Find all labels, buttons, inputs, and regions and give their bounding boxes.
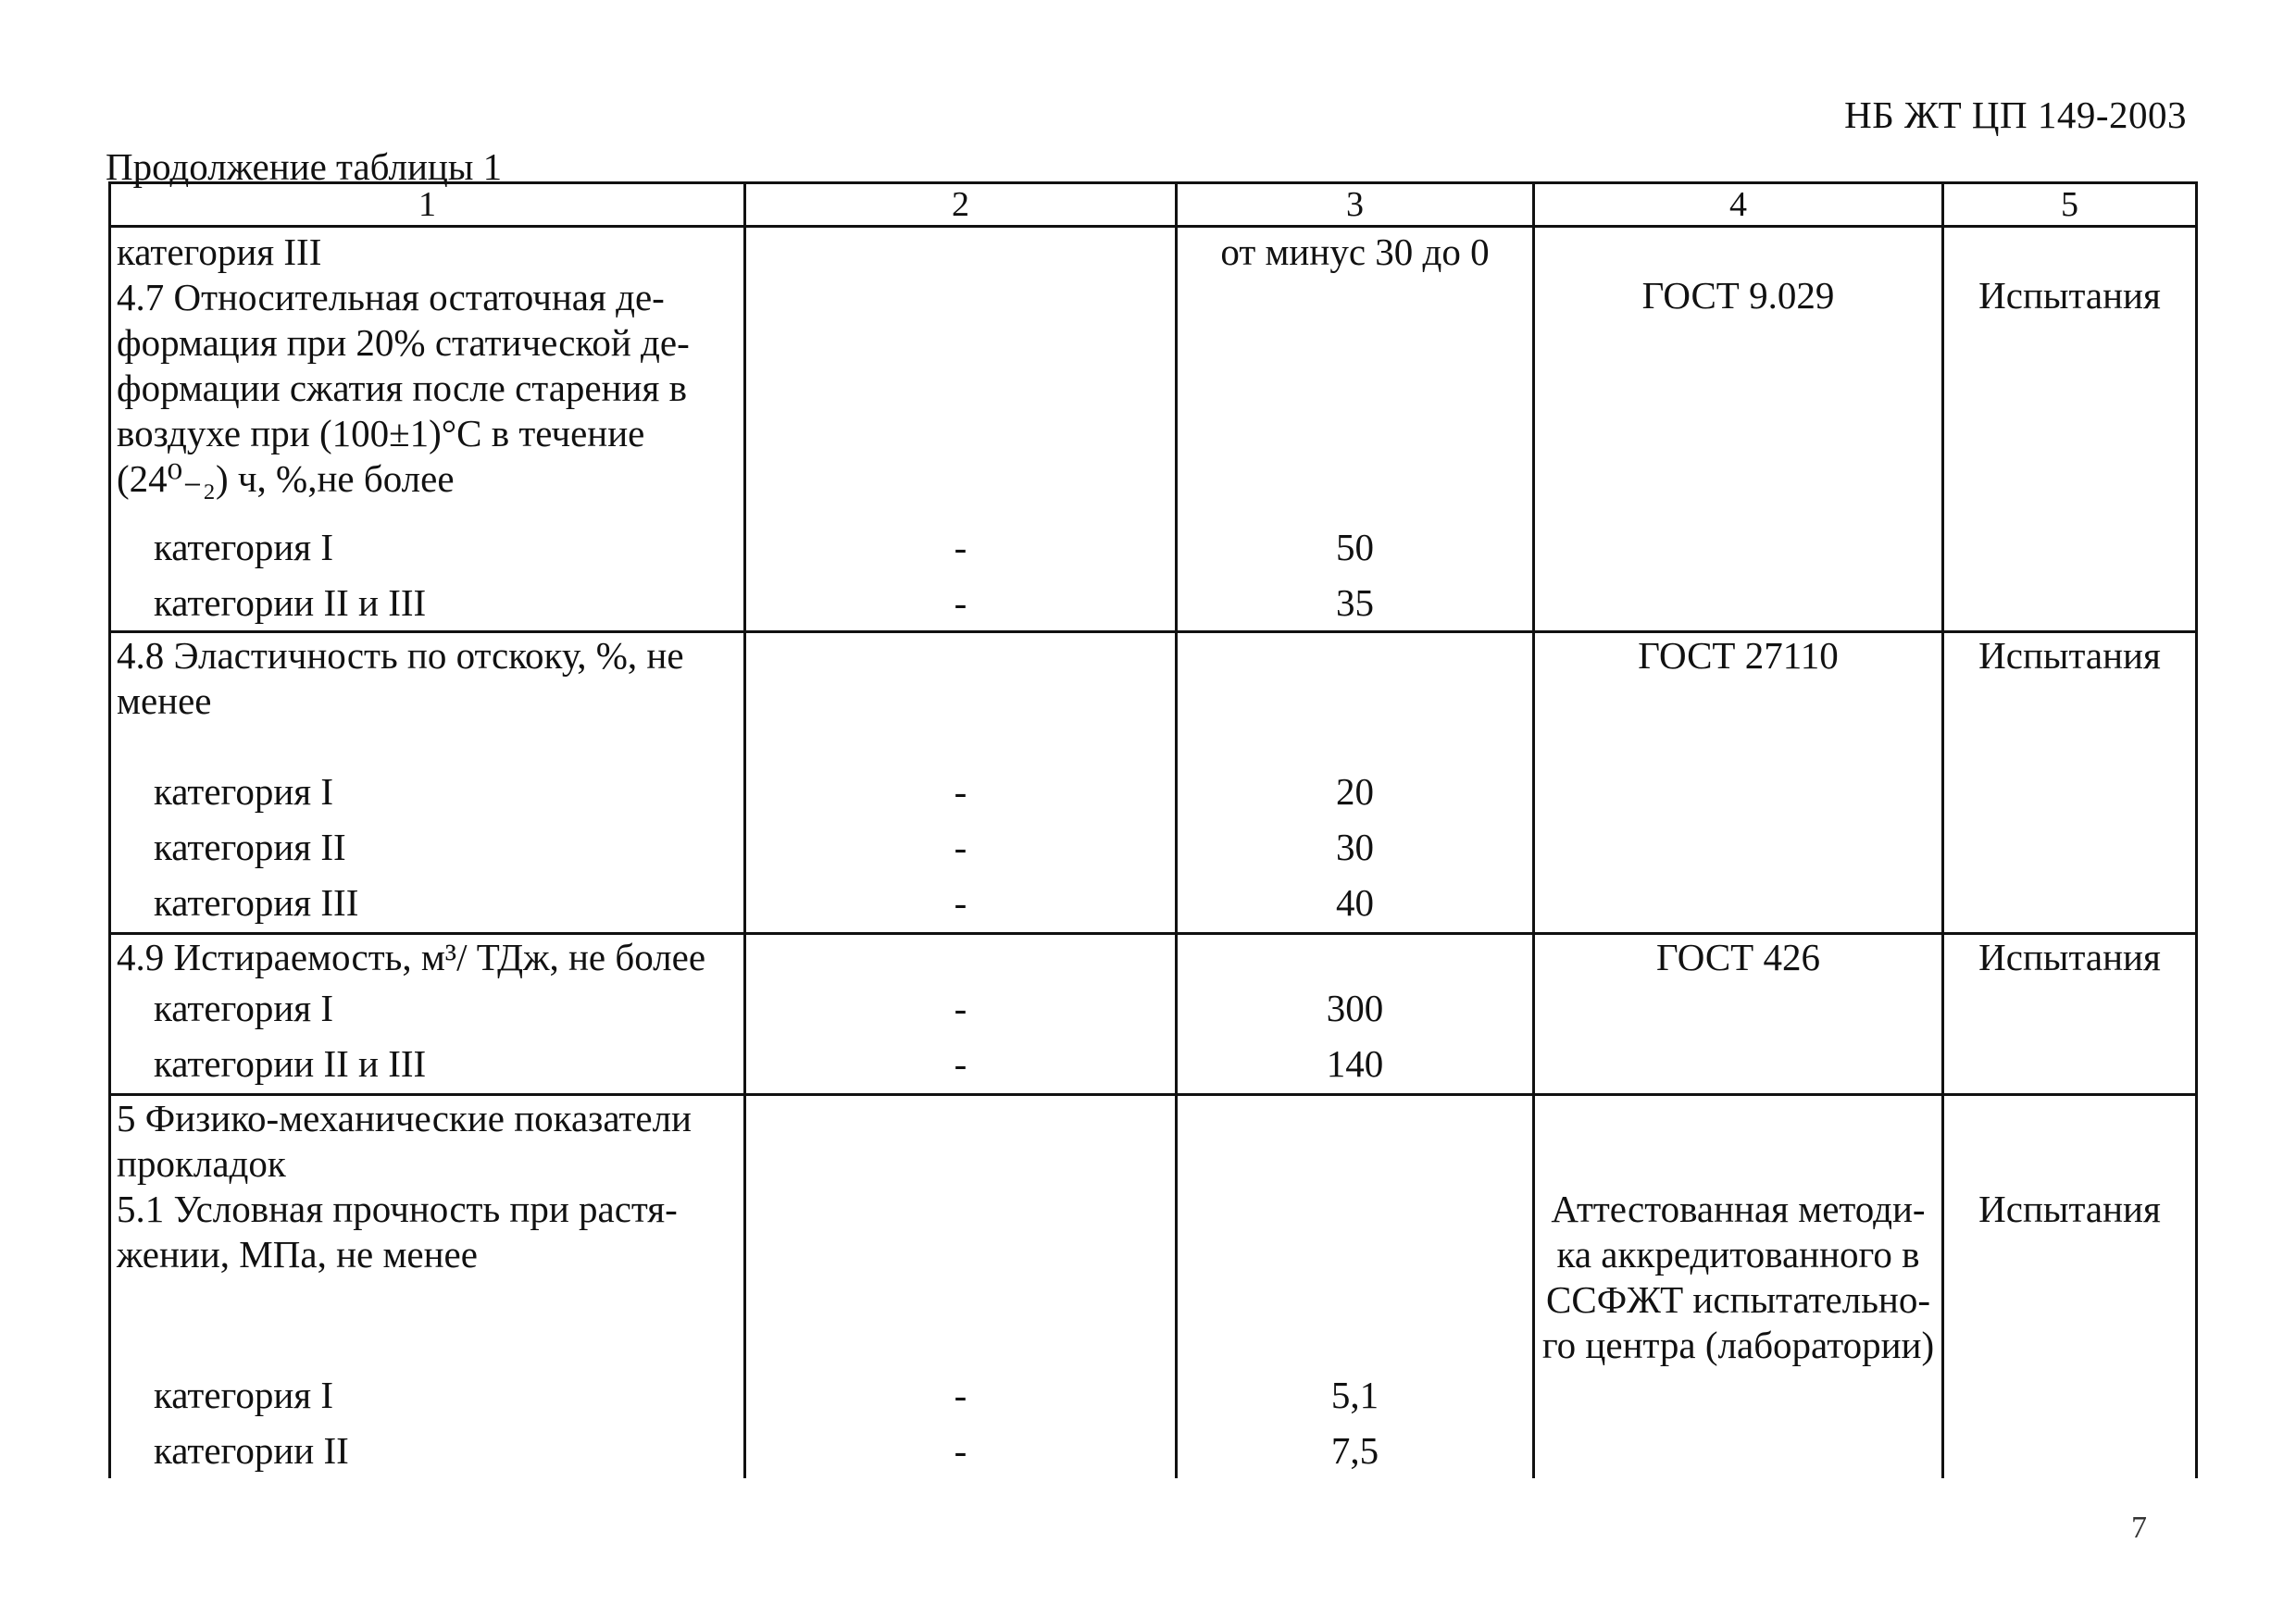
control-type-cell [1943,769,2197,825]
value-cell: 300 [1177,986,1534,1041]
value-cell [745,632,1177,769]
method-cell: ГОСТ 9.029 [1534,227,1943,525]
value-cell [745,934,1177,986]
indicator-cell: 5 Физико-механические показатели прокладок 5.1 Условная прочность при растя- жении, МПа, не менее [110,1095,745,1373]
category-cell: категории II [110,1428,745,1478]
value-cell: - [745,986,1177,1041]
value-cell [1177,934,1534,986]
control-type-cell [1943,580,2197,632]
table-row [110,769,2197,825]
column-header: 2 [745,183,1177,227]
page-number: 7 [2131,1511,2147,1545]
value-cell: 7,5 [1177,1428,1534,1478]
category-cell: категория III [110,880,745,934]
value-cell: 50 [1177,525,1534,580]
category-cell: категория II [110,825,745,880]
table-row [110,986,2197,1041]
control-type-cell [1943,1428,2197,1478]
category-cell: категория I [110,986,745,1041]
table-row [110,880,2197,934]
value-cell: - [745,880,1177,934]
control-type-cell: Испытания [1943,934,2197,986]
control-type-cell [1943,1373,2197,1428]
value-cell: - [745,525,1177,580]
table-row [110,1428,2197,1478]
value-cell: 20 [1177,769,1534,825]
value-cell: 35 [1177,580,1534,632]
value-cell: - [745,1041,1177,1095]
category-cell: категории II и III [110,1041,745,1095]
indicator-cell: 4.8 Эластичность по отскоку, %, не менее [110,632,745,769]
table-row [110,1373,2197,1428]
value-cell: - [745,769,1177,825]
value-cell: - [745,1428,1177,1478]
column-header: 5 [1943,183,2197,227]
category-cell: категория I [110,1373,745,1428]
method-cell [1534,880,1943,934]
table-row [110,227,2197,525]
value-cell: - [745,580,1177,632]
column-header: 4 [1534,183,1943,227]
value-cell: от минус 30 до 0 [1177,227,1534,525]
value-cell [745,227,1177,525]
control-type-cell [1943,525,2197,580]
column-header: 1 [110,183,745,227]
table-row [110,1095,2197,1373]
control-type-cell: Испытания [1943,227,2197,525]
category-cell: категория I [110,769,745,825]
method-cell: Аттестованная методи- ка аккредитованного в ССФЖТ испытательно- го центра (лаборатории) [1534,1095,1943,1373]
control-type-cell [1943,825,2197,880]
method-cell [1534,580,1943,632]
method-cell [1534,1041,1943,1095]
value-cell: 5,1 [1177,1373,1534,1428]
value-cell: - [745,1373,1177,1428]
column-number-row [110,183,2197,227]
method-cell: ГОСТ 27110 [1534,632,1943,769]
value-cell: - [745,825,1177,880]
table-row [110,825,2197,880]
table-row [110,580,2197,632]
method-cell [1534,769,1943,825]
indicator-cell: 4.9 Истираемость, м³/ ТДж, не более [110,934,745,986]
value-cell: 40 [1177,880,1534,934]
table-row [110,934,2197,986]
table-row [110,632,2197,769]
value-cell [1177,632,1534,769]
column-header: 3 [1177,183,1534,227]
method-cell [1534,825,1943,880]
document-code: НБ ЖТ ЦП 149-2003 [1844,93,2187,136]
category-cell: категории II и III [110,580,745,632]
control-type-cell [1943,880,2197,934]
value-cell: 30 [1177,825,1534,880]
control-type-cell: Испытания [1943,1095,2197,1373]
method-cell [1534,986,1943,1041]
indicator-cell: категория III 4.7 Относительная остаточная де- формация при 20% статической де- формации сжатия после старения в воздухе при (100±1)°С в течение (24⁰₋₂) ч, %,не более [110,227,745,525]
method-cell [1534,1373,1943,1428]
value-cell [745,1095,1177,1373]
table-row [110,1041,2197,1095]
specification-table [108,181,2198,1478]
table-continuation-caption: Продолжение таблицы 1 [106,145,503,188]
category-cell: категория I [110,525,745,580]
control-type-cell [1943,1041,2197,1095]
value-cell: 140 [1177,1041,1534,1095]
control-type-cell: Испытания [1943,632,2197,769]
control-type-cell [1943,986,2197,1041]
method-cell: ГОСТ 426 [1534,934,1943,986]
method-cell [1534,525,1943,580]
value-cell [1177,1095,1534,1373]
table-row [110,525,2197,580]
method-cell [1534,1428,1943,1478]
